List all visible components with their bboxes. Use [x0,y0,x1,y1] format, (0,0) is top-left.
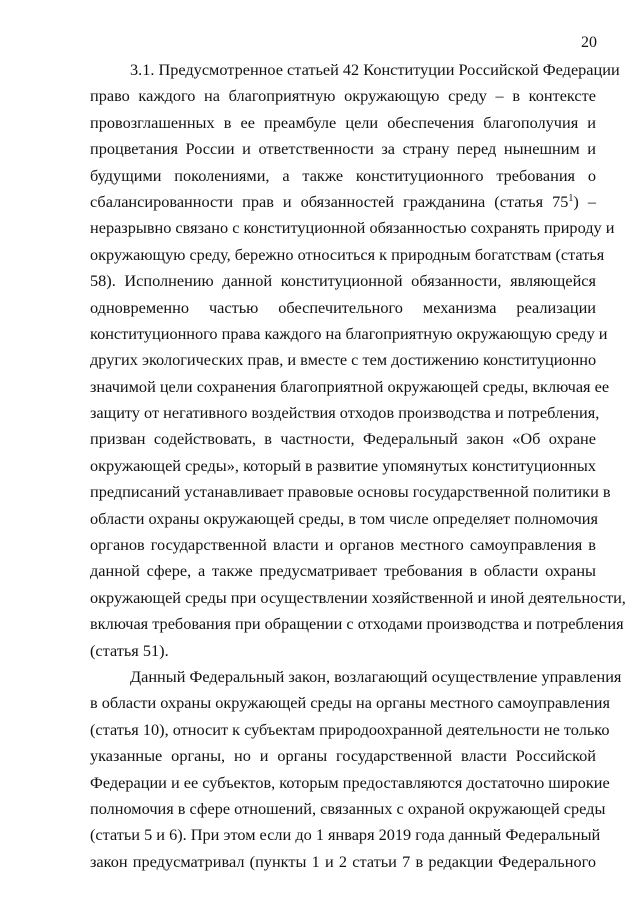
text-line: Федерации и ее субъектов, которым предоставляются достаточно широкие [90,772,610,792]
text-line: закон предусматривал (пункты 1 и 2 статьи 7 в редакции Федерального [90,851,596,871]
text-line: окружающую среду, бережно относиться к природным богатствам (статья [90,244,605,264]
paragraph-2 [90,664,622,875]
text-line: 3.1. Предусмотренное статьей 42 Конституции Российской Федерации [130,60,620,79]
paragraph-1 [90,57,626,664]
text-line: указанные органы, но и органы государственной власти Российской [90,746,596,766]
text-line: (статья 51). [90,640,169,660]
text-line: данной сфере, а также предусматривает требования в области охраны [90,561,596,581]
text-line: значимой цели сохранения благоприятной окружающей среды, включая ее [90,376,610,396]
text-line: (статьи 5 и 6). При этом если до 1 января 2019 года данный Федеральный [90,825,601,845]
text-line: полномочия в сфере отношений, связанных с охраной окружающей среды [90,798,606,818]
text-line: право каждого на благоприятную окружающую среду – в контексте [90,86,596,106]
text-line: процветания России и ответственности за страну перед нынешним и [90,139,596,159]
text-line: в области охраны окружающей среды на органы местного самоуправления [90,693,610,713]
text-line: конституционного права каждого на благоприятную окружающую среду и [90,323,608,343]
body-text [90,57,626,875]
text-line: (статья 10), относит к субъектам природоохранной деятельности не только [90,719,610,739]
text-line: будущими поколениями, а также конституционного требования о [90,165,596,185]
text-line: органов государственной власти и органов местного самоуправления в [90,535,596,555]
text-line: неразрывно связано с конституционной обязанностью сохранять природу и [90,218,615,238]
text-line: окружающей среды при осуществлении хозяйственной и иной деятельности, [90,587,626,607]
text-line: окружающей среды», который в развитие упомянутых конституционных [90,455,596,475]
text-line: одновременно частью обеспечительного механизма реализации [90,297,596,317]
text-line: защиту от негативного воздействия отходов производства и потребления, [90,403,600,423]
text-line: Данный Федеральный закон, возлагающий осуществление управления [130,666,622,686]
page-number: 20 [581,34,597,51]
text-line: 58). Исполнению данной конституционной обязанности, являющейся [90,271,596,291]
text-line: области охраны окружающей среды, в том числе определяет полномочия [90,508,598,528]
footnote-marker: 1 [568,192,574,204]
text-line-with-footnote [90,189,596,215]
text-line: провозглашенных в ее преамбуле цели обеспечения благополучия и [90,112,596,132]
text-line: включая требования при обращении с отходами производства и потребления [90,614,624,634]
text-span: ) – [573,191,596,211]
text-line: предписаний устанавливает правовые основы государственной политики в [90,482,611,502]
text-span: сбалансированности прав и обязанностей гражданина (статья 75 [90,191,569,211]
text-line: призван содействовать, в частности, Федеральный закон «Об охране [90,429,596,449]
text-line: других экологических прав, и вместе с тем достижению конституционно [90,350,597,370]
